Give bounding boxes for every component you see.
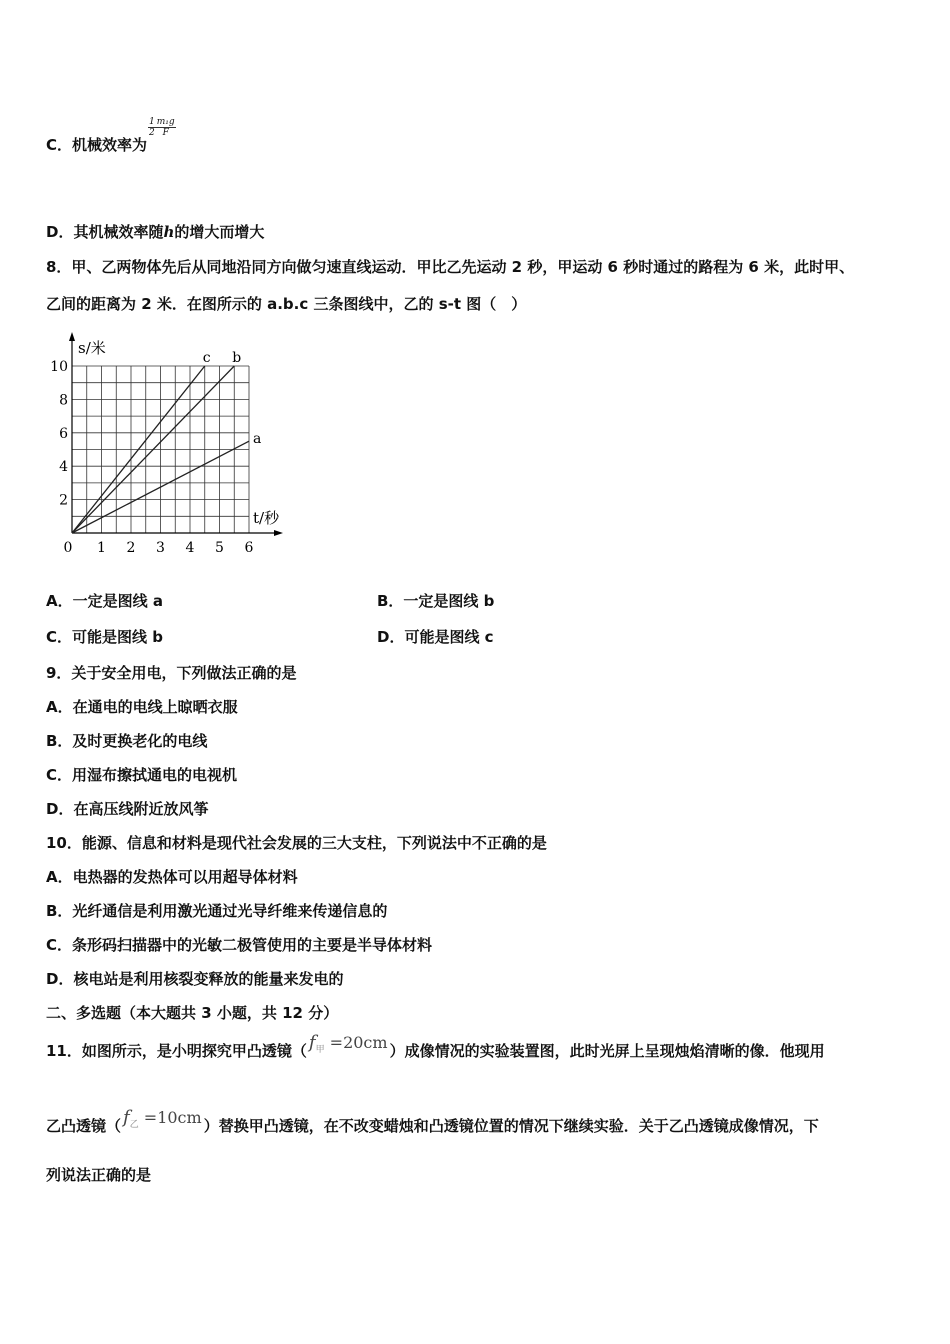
series-label-a: a (253, 431, 262, 448)
q10-option-b[interactable]: B．光纤通信是利用激光通过光导纤维来传递信息的 (46, 902, 388, 920)
chart-labels (50, 339, 280, 556)
q11-line1: 11．如图所示，是小明探究甲凸透镜（ $f_甲 =20cm$ ）成像情况的实验装置图，此时光屏上呈现烛焰清晰的像．他现用 (46, 1032, 825, 1060)
f1-expression: $f_甲 =20cm$ (308, 1032, 388, 1055)
q7-option-c-text: C．机械效率为 (46, 136, 148, 154)
q9-option-a[interactable]: A．在通电的电线上晾晒衣服 (46, 698, 238, 716)
q9-stem: 9．关于安全用电，下列做法正确的是 (46, 664, 297, 682)
x-tick-label: 5 (215, 540, 224, 556)
y-axis-label: s/米 (78, 339, 106, 357)
q11-line3: 列说法正确的是 (46, 1166, 152, 1184)
y-tick-label: 6 (59, 425, 68, 442)
f2-expression: $f_乙 =10cm$ (123, 1107, 202, 1130)
series-label-c: c (202, 350, 211, 366)
q9-option-d[interactable]: D．在高压线附近放风筝 (46, 800, 209, 818)
q11-line2: 乙凸透镜（ $f_乙 =10cm$ ）替换甲凸透镜，在不改变蜡烛和凸透镜位置的情况下继续实验．关于乙凸透镜成像情况，下 (46, 1107, 819, 1135)
y-tick-label: 4 (59, 459, 68, 476)
q10-option-a[interactable]: A．电热器的发热体可以用超导体材料 (46, 868, 298, 886)
x-tick-label: 1 (97, 540, 106, 556)
q9-option-c[interactable]: C．用湿布擦拭通电的电视机 (46, 766, 238, 784)
q10-option-d[interactable]: D．核电站是利用核裂变释放的能量来发电的 (46, 970, 344, 988)
x-axis-arrow (274, 530, 283, 536)
x-tick-label: 3 (156, 540, 165, 556)
y-axis-arrow (69, 332, 75, 341)
q9-option-b[interactable]: B．及时更换老化的电线 (46, 732, 208, 750)
y-tick-label: 2 (59, 492, 68, 509)
q8-option-a[interactable]: A．一定是图线 a (46, 592, 163, 610)
s-t-graph (52, 330, 292, 560)
q8-stem-line1: 8．甲、乙两物体先后从同地沿同方向做匀速直线运动．甲比乙先运动 2 秒，甲运动 6 秒时通过的路程为 6 米，此时甲、 (46, 258, 855, 276)
q8-option-b[interactable]: B．一定是图线 b (377, 592, 495, 610)
series-label-b: b (232, 350, 242, 366)
q8-option-c[interactable]: C．可能是图线 b (46, 628, 163, 646)
q7-option-c (46, 117, 176, 156)
q8-stem-line2: 乙间的距离为 2 米．在图所示的 a.b.c 三条图线中，乙的 s-t 图（ ） (46, 295, 527, 313)
q7-option-d: D．其机械效率随h的增大而增大 (46, 223, 265, 241)
x-tick-label: 4 (185, 540, 195, 556)
chart-grid (72, 366, 249, 533)
x-tick-label: 2 (126, 540, 136, 556)
y-tick-label: 10 (50, 359, 68, 375)
q10-option-c[interactable]: C．条形码扫描器中的光敏二极管使用的主要是半导体材料 (46, 936, 433, 954)
q8-option-d[interactable]: D．可能是图线 c (377, 628, 494, 646)
section-title: 二、多选题（本大题共 3 小题，共 12 分） (46, 1004, 339, 1022)
y-tick-label: 8 (59, 392, 68, 409)
x-tick-label: 0 (63, 540, 73, 556)
x-tick-label: 6 (244, 540, 254, 556)
x-axis-label: t/秒 (253, 509, 280, 527)
efficiency-formula: $\frac{1}{2}$ $\frac{\text{m₁g}}{F}$ (149, 117, 175, 138)
q10-stem: 10．能源、信息和材料是现代社会发展的三大支柱，下列说法中不正确的是 (46, 834, 547, 852)
